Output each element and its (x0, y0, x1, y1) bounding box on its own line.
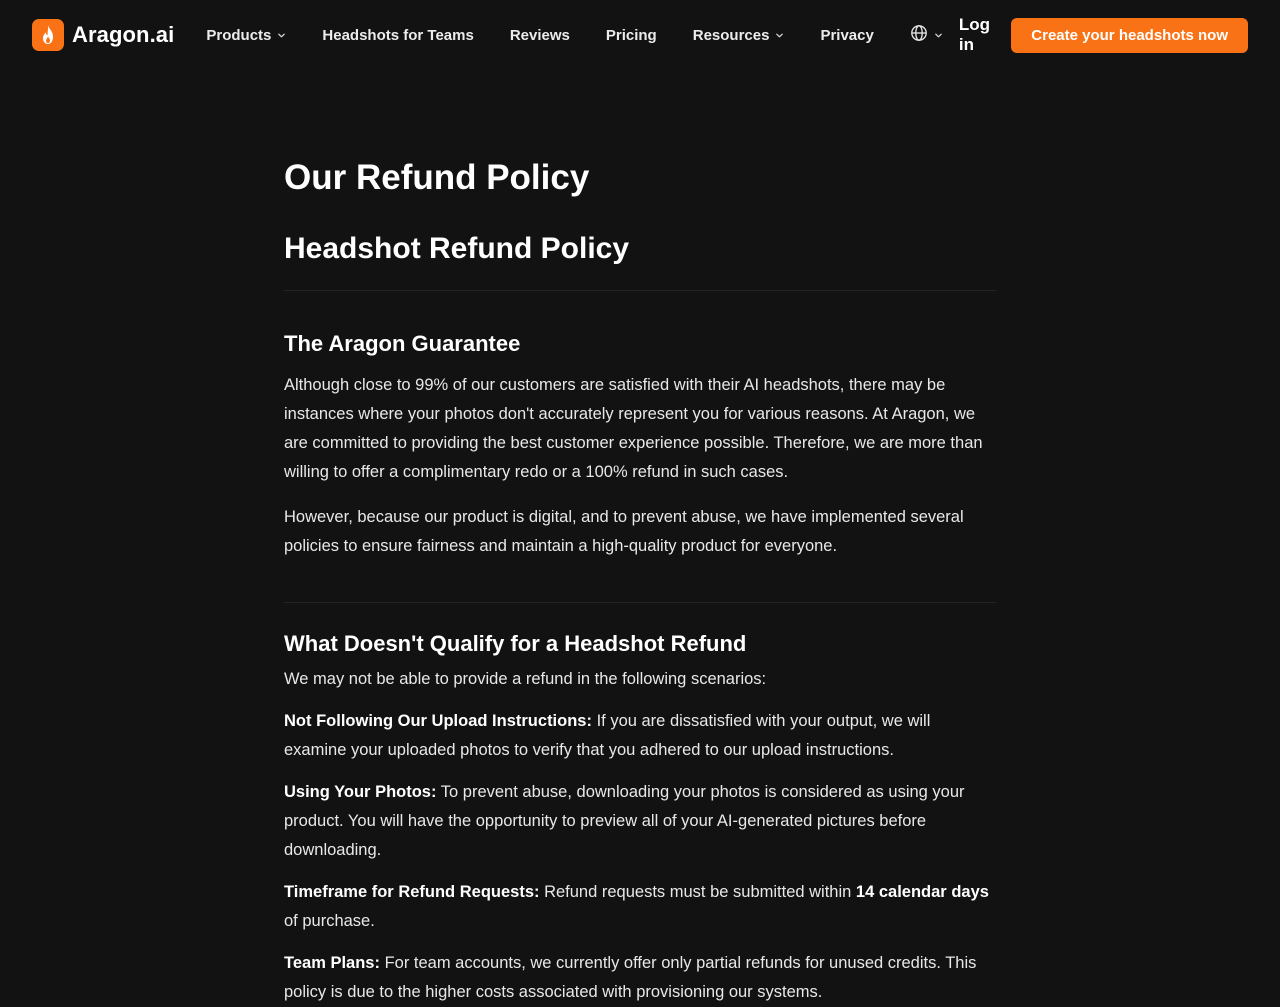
item-label: Using Your Photos: (284, 783, 437, 801)
language-selector[interactable] (910, 24, 943, 47)
chevron-down-icon (277, 31, 286, 40)
not-qualify-intro: We may not be able to provide a refund in the following scenarios: (284, 670, 767, 688)
list-item (284, 949, 996, 1007)
refund-policy-content (284, 150, 996, 1007)
nav-item-label: Headshots for Teams (322, 26, 474, 44)
item-label: Team Plans: (284, 954, 380, 972)
section-divider (284, 290, 996, 291)
item-text: For team accounts, we currently offer only partial refunds for unused credits. This policy is due to the higher costs associated with provisioning our systems. (284, 954, 977, 1001)
guarantee-paragraph: Although close to 99% of our customers are satisfied with their AI headshots, there may be instances where your photos don't accurately represent you for various reasons. At Aragon, we are committed to providing the best customer experience possible. Therefore, we are more than willing to offer a complimentary redo or a 100% refund in such cases. (284, 376, 983, 481)
item-emphasis: 14 calendar days (855, 883, 989, 901)
not-qualify-heading: What Doesn't Qualify for a Headshot Refund (284, 631, 747, 656)
nav-item-privacy[interactable] (820, 27, 873, 44)
item-label: Not Following Our Upload Instructions: (284, 712, 592, 730)
item-text: of purchase. (284, 912, 375, 930)
flame-icon (32, 19, 64, 51)
header-actions (910, 15, 1248, 55)
list-item (284, 707, 996, 765)
nav-item-label: Products (206, 26, 272, 44)
chevron-down-icon (934, 31, 943, 40)
globe-icon (910, 24, 928, 47)
guarantee-heading: The Aragon Guarantee (284, 331, 521, 356)
nav-item-pricing[interactable] (606, 27, 657, 44)
nav-item-label: Privacy (820, 26, 874, 44)
page-title: Our Refund Policy (284, 158, 590, 197)
login-link[interactable]: Log in (958, 15, 990, 54)
item-text: Refund requests must be submitted within (539, 883, 856, 901)
nav-item-label: Pricing (605, 26, 657, 44)
section-divider (284, 602, 996, 603)
brand-logo-link[interactable] (32, 19, 174, 51)
list-item (284, 778, 996, 865)
item-text: If you are dissatisfied with your output, we will examine your uploaded photos to verify that you adhered to our upload instructions. (284, 712, 931, 759)
nav-item-resources[interactable] (693, 27, 785, 44)
brand-name: Aragon.ai (72, 22, 175, 47)
create-headshots-button[interactable]: Create your headshots now (1011, 18, 1248, 53)
list-item (284, 878, 996, 936)
top-navbar (0, 0, 1280, 70)
main-nav (206, 27, 909, 44)
item-text: To prevent abuse, downloading your photos is considered as using your product. You will have the opportunity to preview all of your AI-generated pictures before downloading. (284, 783, 965, 859)
policy-title: Headshot Refund Policy (284, 232, 630, 265)
nav-item-label: Reviews (509, 26, 570, 44)
nav-item-headshots-for-teams[interactable] (322, 27, 473, 44)
nav-item-reviews[interactable] (510, 27, 570, 44)
nav-item-products[interactable] (206, 27, 286, 44)
chevron-down-icon (775, 31, 784, 40)
nav-item-label: Resources (692, 26, 770, 44)
guarantee-paragraph: However, because our product is digital, and to prevent abuse, we have implemented several policies to ensure fairness and maintain a high-quality product for everyone. (284, 508, 964, 555)
item-label: Timeframe for Refund Requests: (284, 883, 540, 901)
